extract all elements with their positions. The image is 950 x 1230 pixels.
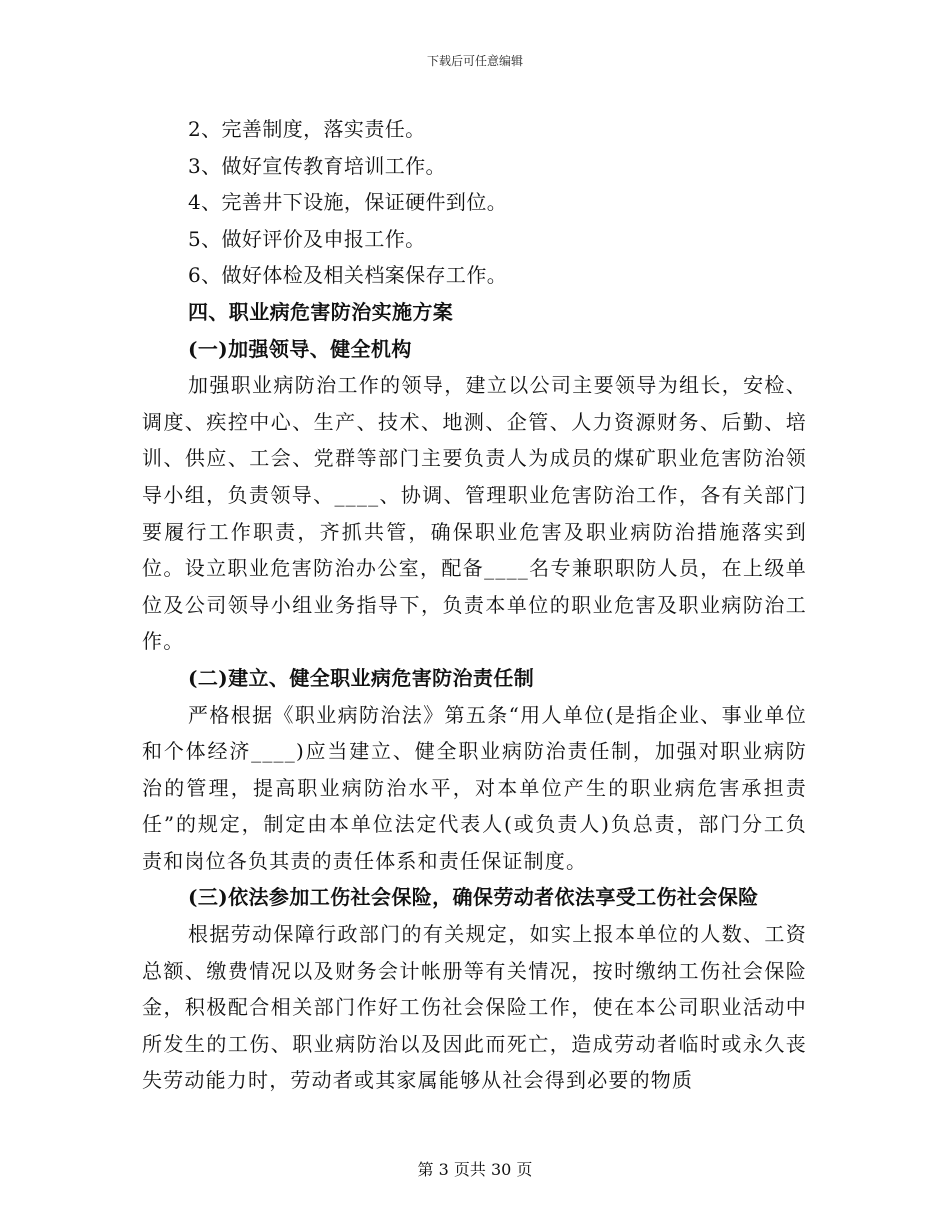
list-item: 2、完善制度，落实责任。 <box>188 117 426 141</box>
page-footer: 第 3 页共 30 页 <box>417 1160 533 1179</box>
section-title: 四、职业病危害防治实施方案 <box>188 299 454 324</box>
page-header: 下载后可任意编辑 <box>426 54 523 68</box>
subsection-title: (三)依法参加工伤社会保险，确保劳动者依法享受工伤社会保险 <box>188 885 759 910</box>
subsection-title: (二)建立、健全职业病危害防治责任制 <box>188 665 535 690</box>
list-item: 6、做好体检及相关档案保存工作。 <box>188 263 508 288</box>
subsection-body: 根据劳动保障行政部门的有关规定，如实上报本单位的人数、工资总额、缴费情况以及财务会计帐册等有关情况，按时缴纳工伤社会保险金，积极配合相关部门作好工伤社会保险工作，使在本公司职业活动中所发生的工伤、职业病防治以及因此而死亡，造成劳动者临时或永久丧失劳动能力时，劳动者或其家属能够从社会得到必要的物质 <box>142 922 807 1093</box>
subsection-title: (一)加强领导、健全机构 <box>188 336 412 361</box>
document-body <box>142 111 807 1099</box>
subsection-body: 加强职业病防治工作的领导，建立以公司主要领导为组长，安检、调度、疾控中心、生产、技术、地测、企管、人力资源财务、后勤、培训、供应、工会、党群等部门主要负责人为成员的煤矿职业危害防治领导小组，负责领导、____、协调、管理职业危害防治工作，各有关部门要履行工作职责，齐抓共管，确保职业危害及职业病防治措施落实到位。设立职业危害防治办公室，配备____名专兼职职防人员，在上级单位及公司领导小组业务指导下，负责本单位的职业危害及职业病防治工作。 <box>142 373 807 654</box>
subsection-body: 严格根据《职业病防治法》第五条“用人单位(是指企业、事业单位和个体经济____)应当建立、健全职业病防治责任制，加强对职业病防治的管理，提高职业病防治水平，对本单位产生的职业病危害承担责任”的规定，制定由本单位法定代表人(或负责人)负总责，部门分工负责和岗位各负其责的责任体系和责任保证制度。 <box>142 702 807 873</box>
list-item: 5、做好评价及申报工作。 <box>188 226 426 251</box>
list-item: 3、做好宣传教育培训工作。 <box>188 153 446 178</box>
list-item: 4、完善井下设施，保证硬件到位。 <box>188 190 508 215</box>
